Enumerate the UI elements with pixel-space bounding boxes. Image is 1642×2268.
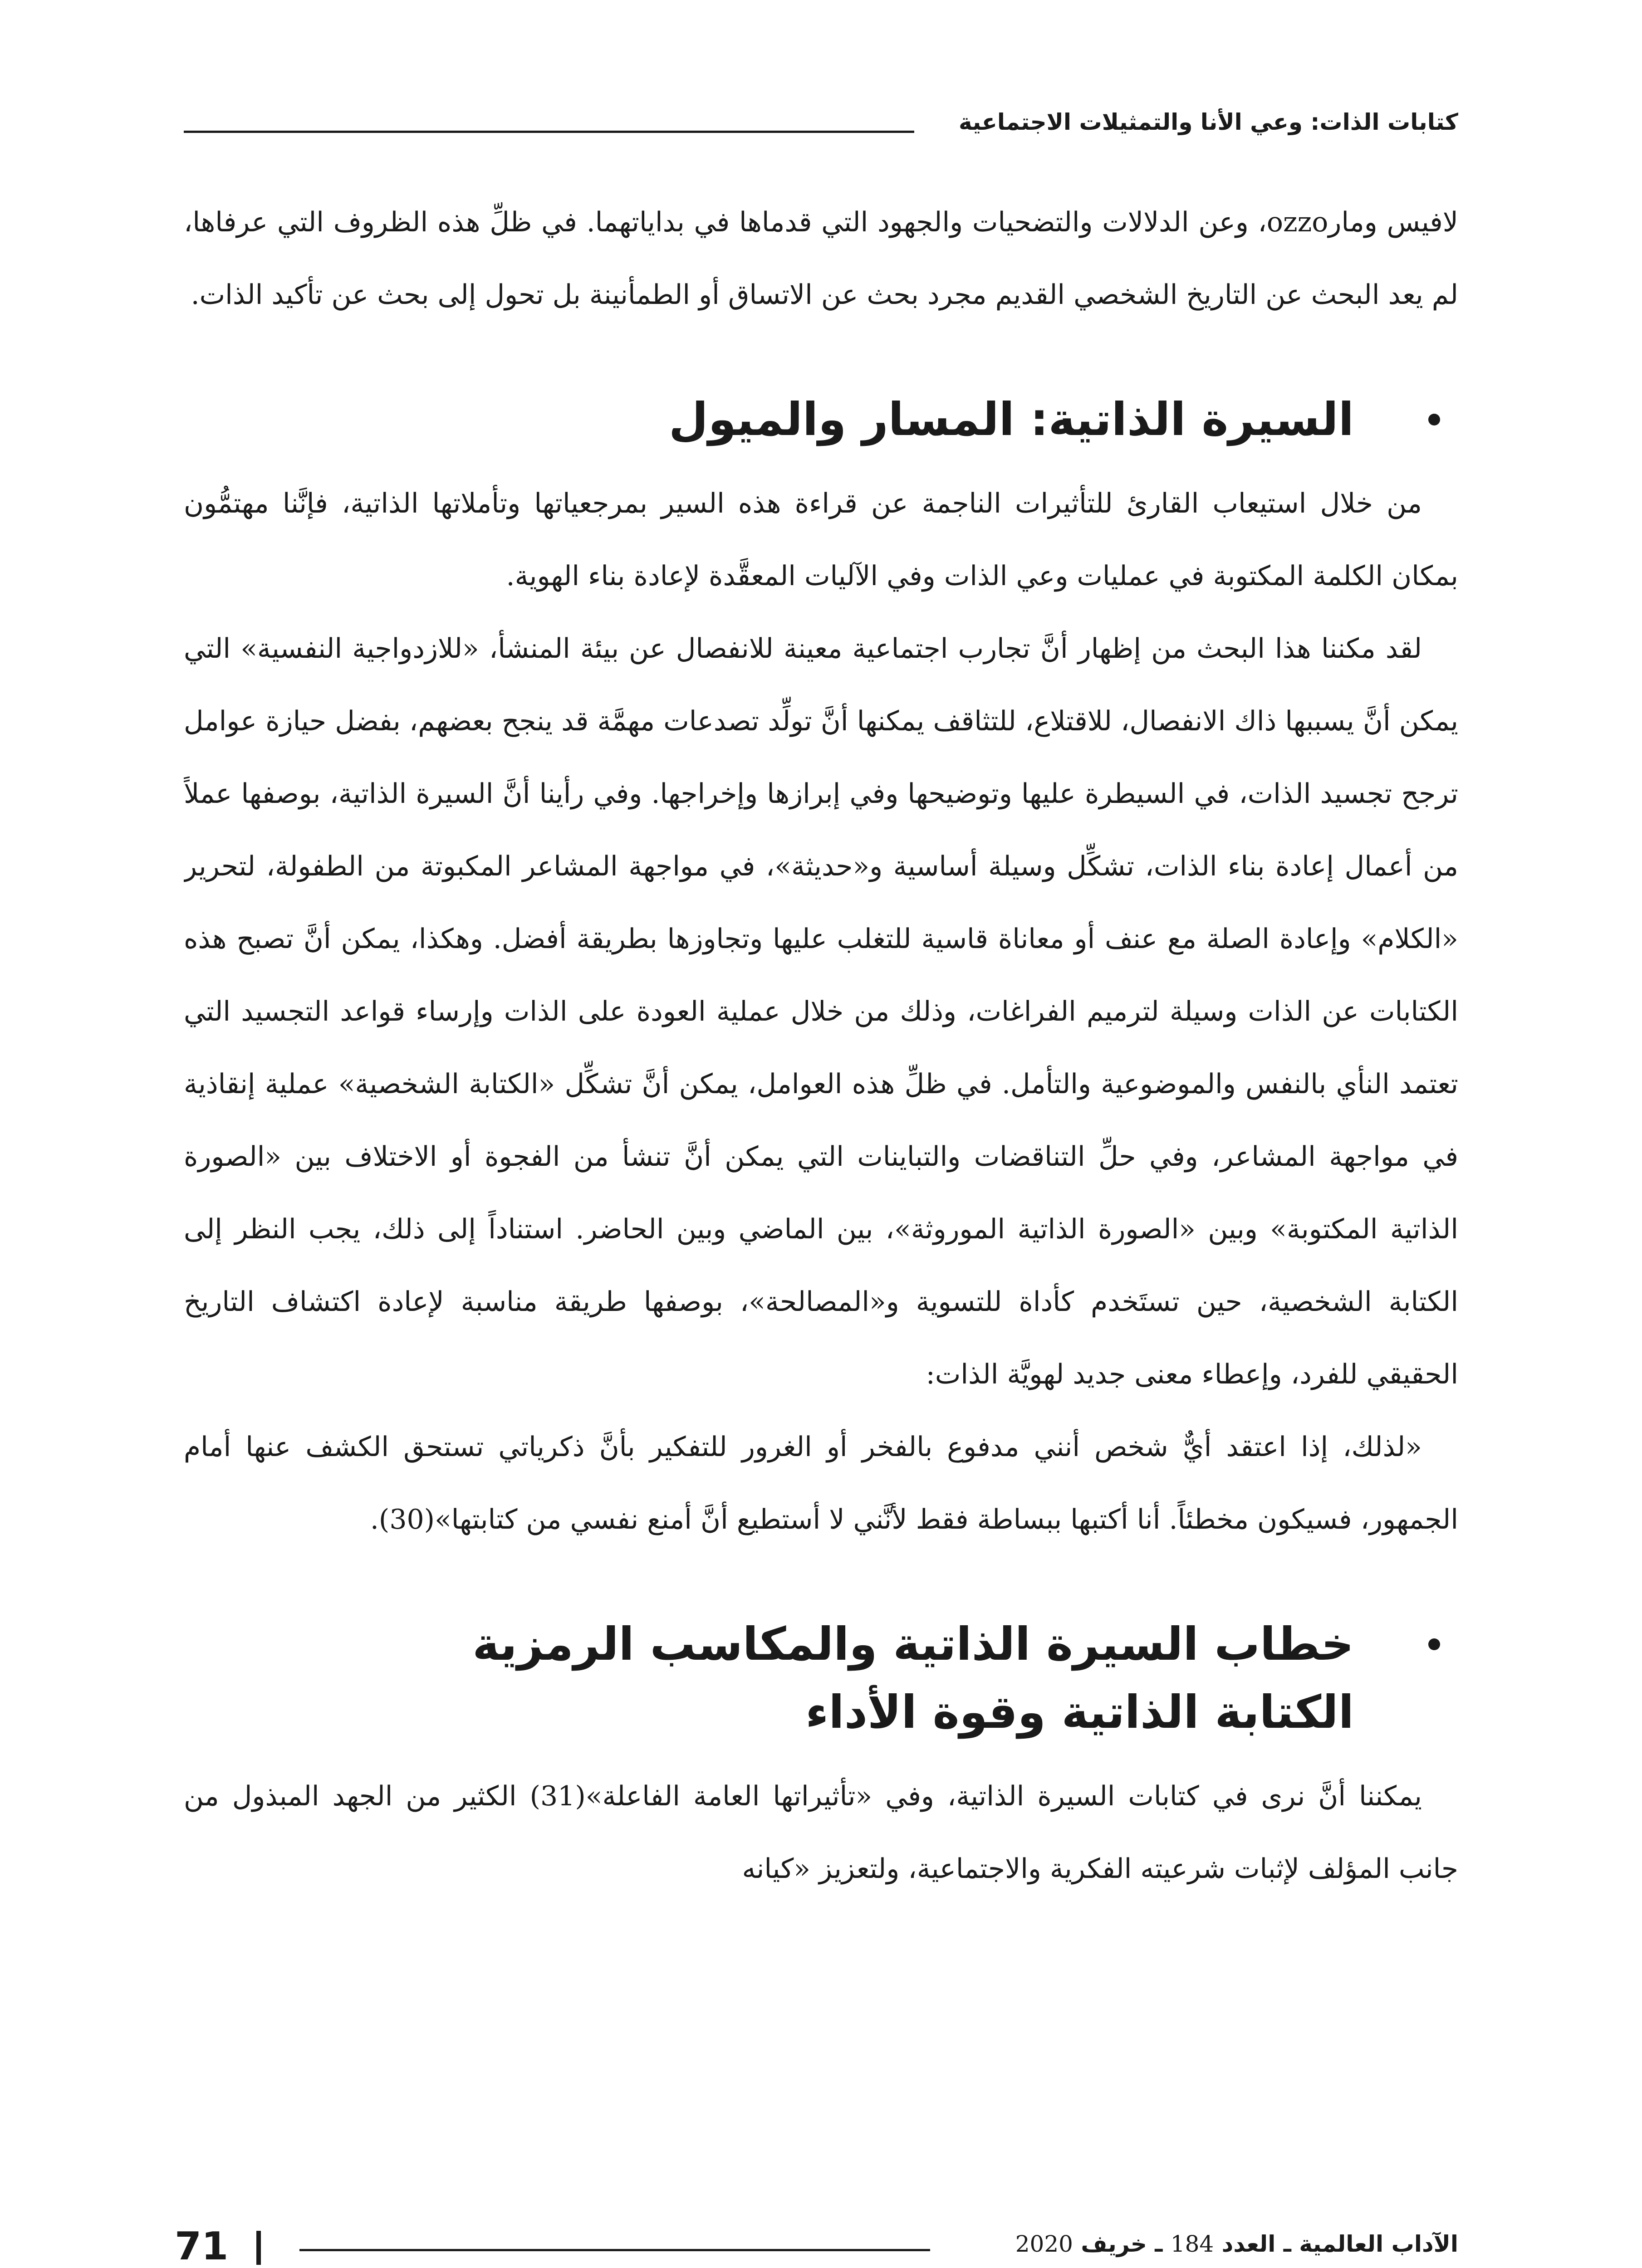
bullet-icon xyxy=(1428,1638,1440,1650)
page-number: 71 xyxy=(175,2224,229,2268)
journal-citation xyxy=(1015,2231,1458,2257)
footer-rule xyxy=(299,2249,930,2251)
paragraph-quote: «لذلك، إذا اعتقد أيٌّ شخص أنني مدفوع بالفخر أو الغرور للتفكير بأنَّ ذكرياتي تستحق الكشف عنها أمام الجمهور، فسيكون مخطئاً. أنا أكتبها ببساطة فقط لأنَّني لا أستطيع أنَّ أمنع نفسي من كتابتها»(30). xyxy=(184,1431,1458,1535)
paragraph: لقد مكننا هذا البحث من إظهار أنَّ تجارب اجتماعية معينة للانفصال عن بيئة المنشأ، «للازدواجية النفسية» التي يمكن أنَّ يسببها ذاك الانفصال، للاقتلاع، للتثاقف يمكنها أنَّ تولِّد تصدعات مهمَّة قد ينجح بعضهم، بفضل حيازة عوامل ترجح تجسيد الذات، في السيطرة عليها وتوضيحها وفي إبرازها وإخراجها. وفي رأينا أنَّ السيرة الذاتية، بوصفها عملاً من أعمال إعادة بناء الذات، تشكِّل وسيلة أساسية و«حديثة»، في مواجهة المشاعر المكبوتة من الطفولة، لتحرير «الكلام» وإعادة الصلة مع عنف أو معاناة قاسية للتغلب عليها وتجاوزها بطريقة أفضل. وهكذا، يمكن أنَّ تصبح هذه الكتابات عن الذات وسيلة لترميم الفراغات، وذلك من خلال عملية العودة على الذات وإرساء قواعد التجسيد التي تعتمد النأي بالنفس والموضوعية والتأمل. في ظلِّ هذه العوامل، يمكن أنَّ تشكِّل «الكتابة الشخصية» عملية إنقاذية في مواجهة المشاعر، وفي حلِّ التناقضات والتباينات التي يمكن أنَّ تنشأ من الفجوة أو الاختلاف بين «الصورة الذاتية المكتوبة» وبين «الصورة الذاتية الموروثة»، بين الماضي وبين الحاضر. استناداً إلى ذلك، يجب النظر إلى الكتابة الشخصية، حين تستَخدم كأداة للتسوية و«المصالحة»، بوصفها طريقة مناسبة لإعادة اكتشاف التاريخ الحقيقي للفرد، وإعطاء معنى جديد لهويَّة الذات: xyxy=(184,633,1458,1390)
season: ـ خريف xyxy=(1081,2231,1163,2257)
header-rule xyxy=(184,131,914,133)
running-header xyxy=(184,100,1458,150)
paragraph: لافيس ومارozzo، وعن الدلالات والتضحيات والجهود التي قدماها في بداياتهما. في ظلِّ هذه الظروف التي عرفاها، لم يعد البحث عن التاريخ الشخصي القديم مجرد بحث عن الاتساق أو الطمأنينة بل تحول إلى بحث عن تأكيد الذات. xyxy=(184,206,1458,311)
paragraph: من خلال استيعاب القارئ للتأثيرات الناجمة عن قراءة هذه السير بمرجعياتها وتأملاتها الذاتية، فإنَّنا مهتمُّون بمكان الكلمة المكتوبة في عمليات وعي الذات وفي الآليات المعقَّدة لإعادة بناء الهوية. xyxy=(184,488,1458,592)
running-header-title: كتابات الذات: وعي الأنا والتمثيلات الاجتماعية xyxy=(959,109,1458,135)
section-subheading-text: الكتابة الذاتية وقوة الأداء xyxy=(805,1686,1354,1739)
paragraph: يمكننا أنَّ نرى في كتابات السيرة الذاتية، وفي «تأثيراتها العامة الفاعلة»(31) الكثير من الجهد المبذول من جانب المؤلف لإثبات شرعيته الفكرية والاجتماعية، ولتعزيز «كيانه xyxy=(184,1780,1458,1885)
section-heading-text: خطاب السيرة الذاتية والمكاسب الرمزية xyxy=(472,1618,1354,1671)
footer-separator xyxy=(256,2231,261,2265)
issue-number: 184 xyxy=(1170,2231,1214,2257)
year: 2020 xyxy=(1015,2231,1073,2257)
section-heading-text: السيرة الذاتية: المسار والميول xyxy=(668,393,1354,446)
article-body xyxy=(184,186,1458,2150)
page-footer xyxy=(0,2181,1642,2268)
bullet-icon xyxy=(1428,414,1440,425)
journal-label: الآداب العالمية ـ العدد xyxy=(1221,2231,1458,2257)
section-heading xyxy=(184,1610,1458,1746)
section-heading xyxy=(184,386,1458,454)
